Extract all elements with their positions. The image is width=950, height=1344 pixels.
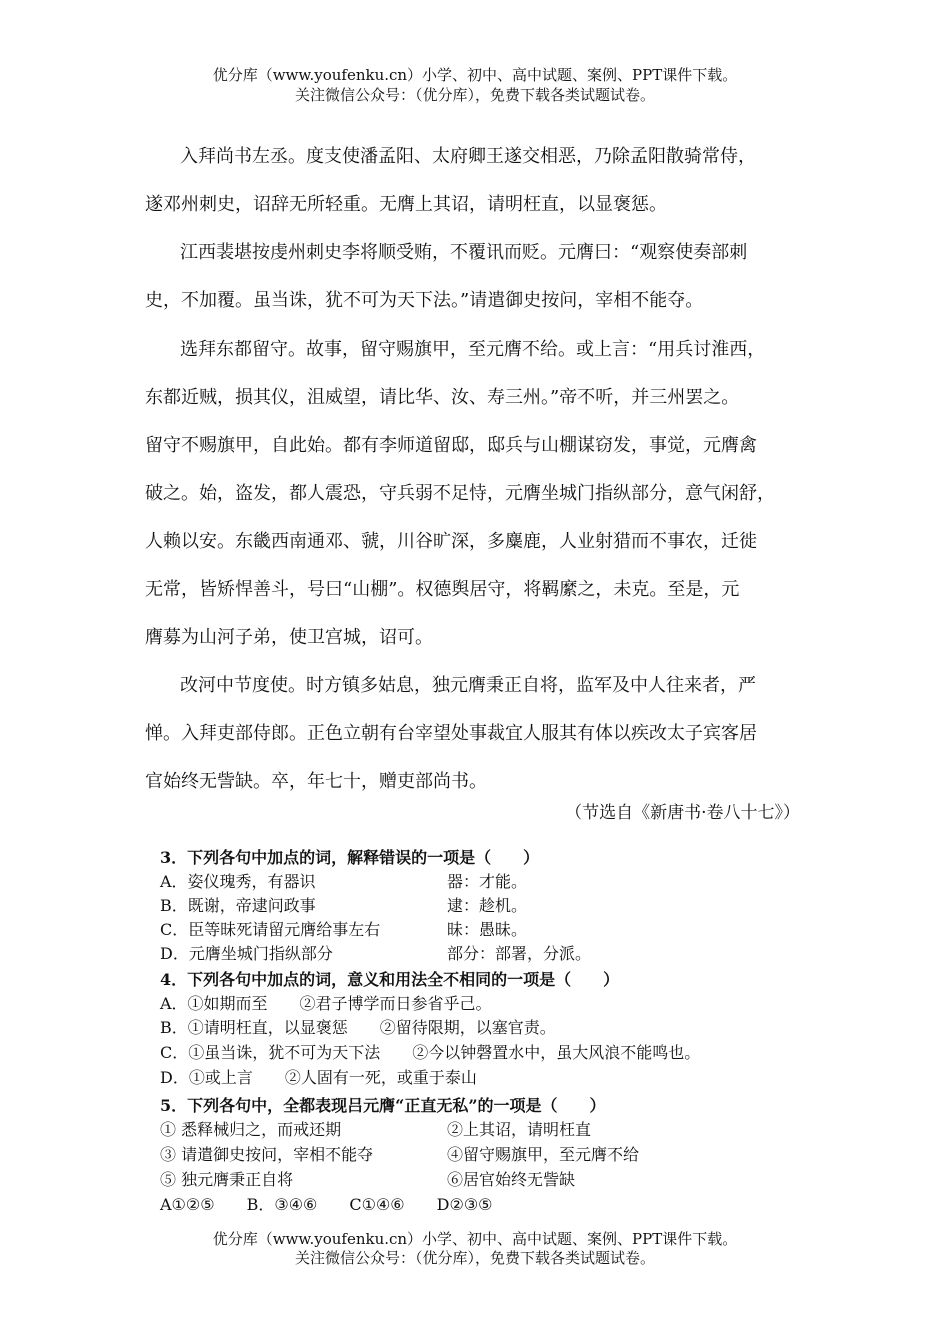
option-left: B．既谢，帝逮问政事 xyxy=(160,896,316,915)
passage-line: 留守不赐旗甲，自此始。都有李师道留邸，邸兵与山棚谋窃发，事觉，元膺禽 xyxy=(145,435,757,456)
option: D．①或上言 ②人固有一死，或重于泰山 xyxy=(160,1068,477,1087)
passage-source: （节选自《新唐书·卷八十七》） xyxy=(565,803,800,823)
footer-line-2: 关注微信公众号：（优分库），免费下载各类试题试卷。 xyxy=(294,1249,655,1267)
item-left: ③ 请遣御史按问，宰相不能夺 xyxy=(160,1145,374,1164)
question-stem: 5．下列各句中，全都表现吕元膺“正直无私”的一项是（ ） xyxy=(160,1096,606,1115)
option: C．①虽当诛，犹不可为天下法 ②今以钟磬置水中，虽大风浪不能鸣也。 xyxy=(160,1043,701,1062)
answer-choices: A①②⑤ B．③④⑥ C①④⑥ D②③⑤ xyxy=(160,1195,493,1214)
item-left: ① 悉释械归之，而戒还期 xyxy=(160,1120,342,1139)
footer-line-1: 优分库（www.youfenku.cn）小学、初中、高中试题、案例、PPT课件下载。 xyxy=(212,1230,738,1248)
option: B．①请明枉直，以显褒惩 ②留待限期，以塞官责。 xyxy=(160,1018,556,1037)
passage-line: 人赖以安。东畿西南通邓、虢，川谷旷深，多麋鹿，人业射猎而不事农，迁徙 xyxy=(145,531,757,552)
option: A．①如期而至 ②君子博学而日参省乎己。 xyxy=(160,994,492,1013)
option-right: 逮：趁机。 xyxy=(447,896,528,915)
option-left: A．姿仪瑰秀，有器识 xyxy=(160,872,316,891)
option-right: 部分：部署，分派。 xyxy=(447,944,592,963)
passage-line: 破之。始，盗发，都人震恐，守兵弱不足恃，元膺坐城门指纵部分，意气闲舒， xyxy=(145,483,775,504)
passage-line: 改河中节度使。时方镇多姑息，独元膺秉正自将，监军及中人往来者，严 xyxy=(180,675,756,696)
item-right: ⑥居官始终无訾缺 xyxy=(447,1170,576,1189)
item-right: ②上其诏，请明枉直 xyxy=(447,1120,592,1139)
passage-line: 遂邓州刺史，诏辞无所轻重。无膺上其诏，请明枉直，以显褒惩。 xyxy=(145,194,667,215)
header-line-2: 关注微信公众号：（优分库），免费下载各类试题试卷。 xyxy=(294,86,655,104)
option-right: 器：才能。 xyxy=(447,872,528,891)
passage-line: 东都近贼，损其仪，沮威望，请比华、汝、寿三州。”帝不听，并三州罢之。 xyxy=(145,387,740,408)
header-line-1: 优分库（www.youfenku.cn）小学、初中、高中试题、案例、PPT课件下载。 xyxy=(212,66,738,84)
passage-line: 史，不加覆。虽当诛，犹不可为天下法。”请遣御史按问，宰相不能夺。 xyxy=(145,290,704,311)
passage-line: 江西裴堪按虔州刺史李将顺受贿，不覆讯而贬。元膺曰：“观察使奏部刺 xyxy=(180,242,748,263)
passage-line: 惮。入拜吏部侍郎。正色立朝有台宰望处事裁宜人服其有体以疾改太子宾客居 xyxy=(145,723,757,744)
passage-line: 官始终无訾缺。卒，年七十，赠吏部尚书。 xyxy=(145,771,487,792)
passage-line: 选拜东都留守。故事，留守赐旗甲，至元膺不给。或上言：“用兵讨淮西， xyxy=(180,339,766,360)
passage-line: 入拜尚书左丞。度支使潘孟阳、太府卿王遂交相恶，乃除孟阳散骑常侍， xyxy=(180,146,756,167)
passage-line: 无常，皆矫悍善斗，号曰“山棚”。权德舆居守，将羁縻之，未克。至是，元 xyxy=(145,579,740,600)
question-stem: 4．下列各句中加点的词，意义和用法全不相同的一项是（ ） xyxy=(160,970,620,989)
passage-line: 膺募为山河子弟，使卫宫城，诏可。 xyxy=(145,627,433,648)
option-right: 昧：愚昧。 xyxy=(447,920,528,939)
option-left: C．臣等昧死请留元膺给事左右 xyxy=(160,920,381,939)
question-stem: 3．下列各句中加点的词，解释错误的一项是（ ） xyxy=(160,848,540,867)
item-right: ④留守赐旗甲，至元膺不给 xyxy=(447,1145,640,1164)
item-left: ⑤ 独元膺秉正自将 xyxy=(160,1170,294,1189)
option-left: D．元膺坐城门指纵部分 xyxy=(160,944,333,963)
